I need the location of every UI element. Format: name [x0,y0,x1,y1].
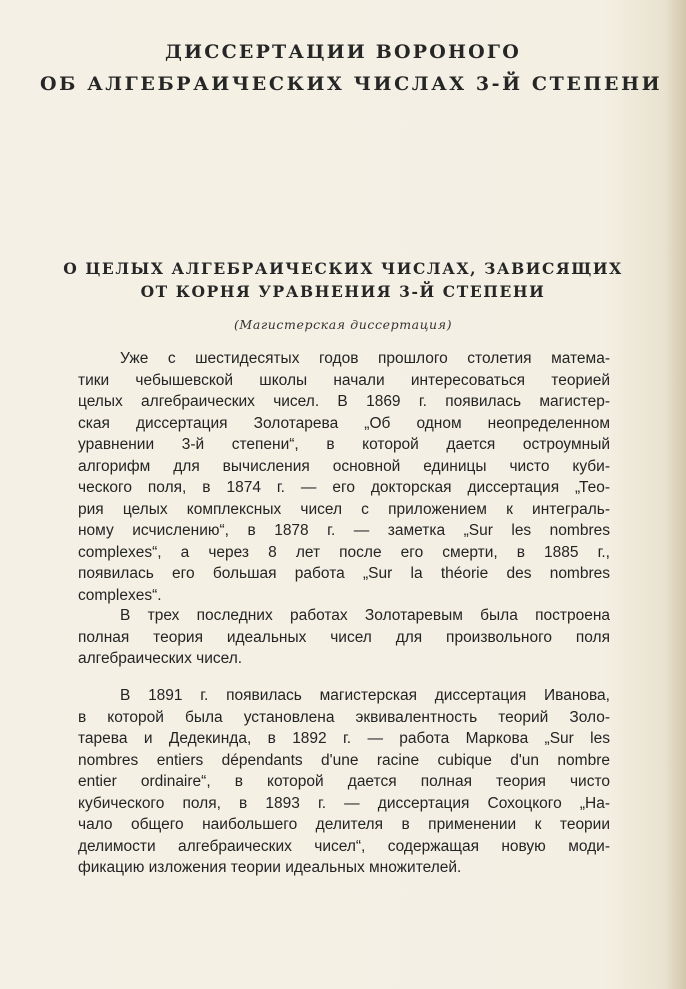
running-title-line-2: ОБ АЛГЕБРАИЧЕСКИХ ЧИСЛАХ 3-Й СТЕПЕНИ [40,73,663,95]
text-line: алгебраических чисел. [78,650,243,667]
text-line: nombres entiers dépendants d'une racine cubique d'un nombre [78,751,610,769]
text-line: уравнении 3-й степени“, в которой дается остроумный [78,436,610,453]
paragraph-2 [78,605,610,670]
text-line: entier ordinaire“, в которой дается полная теория чисто [78,773,610,790]
text-line: В 1891 г. появилась магистерская диссертация Иванова, [120,687,610,704]
text-line: чало общего наибольшего делителя в применении к теории [78,816,610,833]
text-line: полная теория идеальных чисел для произвольного поля [78,628,610,646]
text-line: делимости алгебраических чисел“, содержащая новую моди- [78,837,610,855]
text-line: complexes“, а через 8 лет после его смерти, в 1885 г., [78,543,610,561]
text-line: алгорифм для вычисления основной единицы чисто куби- [78,457,610,475]
running-title-line-1: ДИССЕРТАЦИИ ВОРОНОГО [165,41,521,63]
text-line: ская диссертация Золотарева „Об одном неопределенном [78,414,610,432]
text-line: тики чебышевской школы начали интересоваться теорией [78,371,610,389]
paragraph-1 [78,348,610,606]
text-line: кубического поля, в 1893 г. — диссертация Сохоцкого „На- [78,794,610,812]
text-line: ному исчислению“, в 1878 г. — заметка „Sur les nombres [78,522,610,539]
section-subtitle: (Магистерская диссертация) [233,317,453,332]
text-line: В трех последних работах Золотаревым была построена [120,607,610,624]
section-title-line-2: ОТ КОРНЯ УРАВНЕНИЯ 3-Й СТЕПЕНИ [140,282,546,301]
text-line: ческого поля, в 1874 г. — его докторская диссертация „Тео- [78,479,610,496]
text-line: фикацию изложения теории идеальных множителей. [78,859,462,876]
page-edge-shadow [664,0,686,989]
text-line: рия целых комплексных чисел с приложением к интеграль- [78,500,610,518]
section-title-line-1: О ЦЕЛЫХ АЛГЕБРАИЧЕСКИХ ЧИСЛАХ, ЗАВИСЯЩИХ [63,259,623,278]
text-line: появилась его большая работа „Sur la théorie des nombres [78,565,610,582]
text-line: тарева и Дедекинда, в 1892 г. — работа Маркова „Sur les [78,730,610,747]
text-line: complexes“. [78,586,162,604]
text-line: Уже с шестидесятых годов прошлого столетия матема- [120,350,610,367]
text-line: целых алгебраических чисел. В 1869 г. появилась магистер- [78,393,610,410]
text-line: в которой была установлена эквивалентность теорий Золо- [78,708,610,726]
paragraph-3 [78,685,610,879]
